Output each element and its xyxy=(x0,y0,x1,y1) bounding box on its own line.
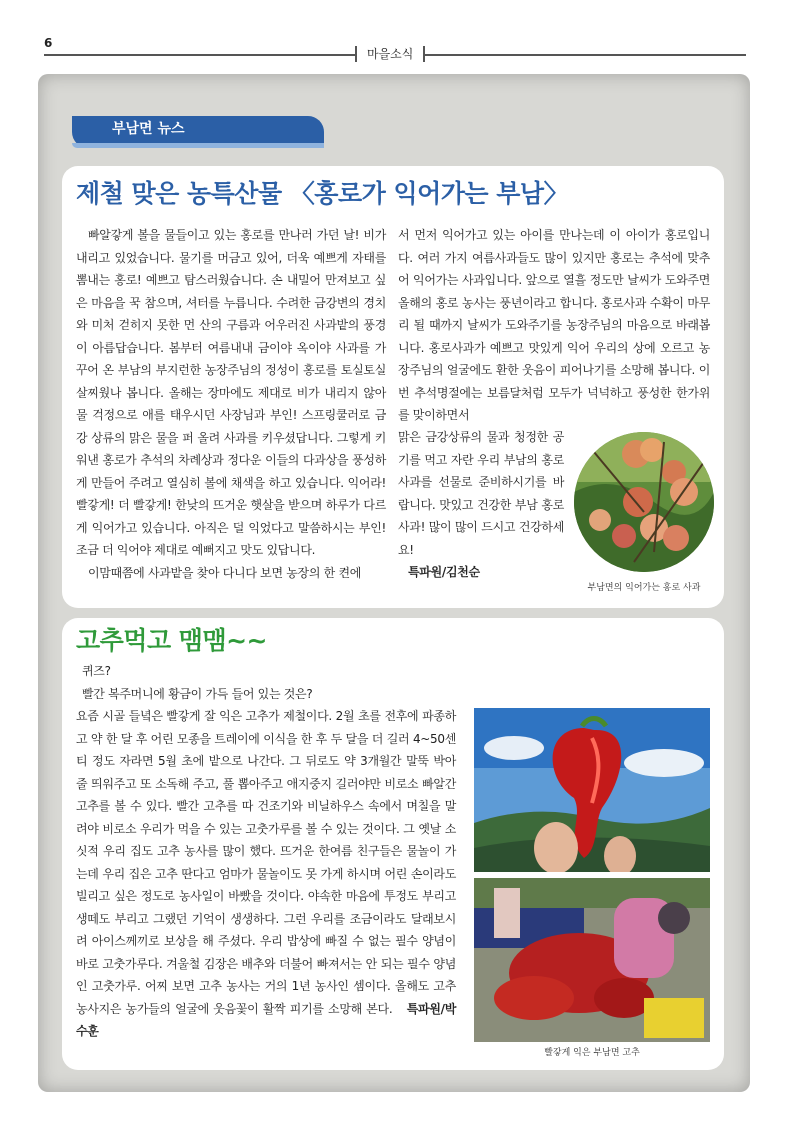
pepper-photo-harvest xyxy=(474,878,710,1042)
section-tag-label: 부남면 뉴스 xyxy=(112,121,185,137)
article2-paragraph: 요즘 시골 들녘은 빨갛게 잘 익은 고추가 제철이다. 2월 초를 전후에 파종하고 약 한 달 후 어린 모종을 트레이에 이식을 한 후 두 달을 더 길러 4~50센티 정도 자라면 5월 초에 밭으로 나간다. 그 뒤로도 약 3개월간 말뚝 박아 줄 띄워주고 또 소독해 주고, 풀 뽑아주고 애지중지 길러야만 비로소 빠알간 고추를 볼 수 있다. 빨간 고추를 따 건조기와 비닐하우스 속에서 며칠을 말려야 비로소 우리가 먹을 수 있는 고춧가루를 볼 수 있는 것이다. 그 옛날 소싯적 우리 집도 고추 농사를 많이 했다. 뜨거운 한여름 친구들은 물놀이 가는데 우리 집은 고추 딴다고 엄마가 물놀이도 못 가게 하시며 어린 손이라도 빌리고 싶은 정도로 농사일이 바빴을 것이다. 야속한 마음에 투정도 부리고 생떼도 부리고 그랬던 기억이 생생하다. 그런 우리를 조금이라도 달래보시려 아이스께끼로 보상을 해 주셨다. 우리 밥상에 빠질 수 없는 필수 양념이 바로 고춧가루다. 겨울철 김장은 배추와 더불어 빠져서는 안 되는 필수 양념인 고춧가루. 어찌 보면 고추 농사는 거의 1년 농사인 셈이다. 올해도 고추 농사지은 농가들의 얼굴에 웃음꽃이 활짝 피기를 소망해 본다. xyxy=(76,709,456,1016)
article1-column2 xyxy=(398,224,710,427)
pepper-photo-harvest-image xyxy=(474,878,710,1042)
article1-reporter-line xyxy=(398,561,564,584)
article2-title: 고추먹고 맴맴~~ xyxy=(76,626,267,655)
apple-photo-caption: 부남면의 익어가는 홍로 사과 xyxy=(587,583,701,593)
article2-body xyxy=(76,660,456,1043)
quiz-question: 빨간 복주머니에 황금이 가득 들어 있는 것은? xyxy=(82,686,313,701)
article2-reporter: 특파원/박수훈 xyxy=(76,1001,457,1038)
apple-photo xyxy=(574,432,714,572)
article1-title: 제철 맞은 농특산물 〈홍로가 익어가는 부남〉 xyxy=(76,179,569,208)
article1-paragraph: 서 먼저 익어가고 있는 아이를 만나는데 이 아이가 홍로입니다. 여러 가지 여름사과들도 많이 있지만 홍로는 추석에 맞추어 익어가는 사과입니다. 앞으로 열흘 정도만 날씨가 도와주면 올해의 홍로 농사는 풍년이라고 합니다. 홍로사과 수확이 마무리 될 때까지 날씨가 도와주기를 농장주님의 마음으로 바래봅니다. 홍로사과가 예쁘고 맛있게 익어 우리의 상에 오르고 농장주님의 얼굴에도 환한 웃음이 피어나기를 소망해 봅니다. 이번 추석명절에는 보름달처럼 모두가 넉넉하고 풍성한 한가위를 맞이하면서 xyxy=(398,228,710,422)
article1-column2-wrap xyxy=(398,426,564,584)
article1-paragraph: 이맘때쯤에 사과밭을 찾아 다니다 보면 농장의 한 켠에 xyxy=(88,565,362,580)
pepper-photo-hand-image xyxy=(474,708,710,872)
article1-column1 xyxy=(76,224,386,584)
article1-reporter: 특파원/김천순 xyxy=(408,565,480,579)
page-number: 6 xyxy=(44,36,53,50)
apple-photo-image xyxy=(574,432,714,572)
pepper-photo-hand xyxy=(474,708,710,872)
article1-paragraph: 맑은 금강상류의 물과 청정한 공기를 먹고 자란 우리 부남의 홍로사과를 선물로 준비하시기를 바랍니다. 맛있고 건강한 부남 홍로사과! 많이 많이 드시고 건강하세요! xyxy=(398,430,564,557)
section-title: 마을소식 xyxy=(355,46,425,62)
article1-paragraph: 빠알갛게 볼을 물들이고 있는 홍로를 만나러 가던 날! 비가 내리고 있었습니다. 물기를 머금고 있어, 더욱 예쁘게 자태를 뽐내는 홍로! 예쁘고 탐스러웠습니다. 손 내밀어 만져보고 싶은 마음을 꾹 참으며, 셔터를 누릅니다. 수려한 금강변의 경치와 미처 걷히지 못한 먼 산의 구름과 어우러진 사과밭의 풍경이 아름답습니다. 봄부터 여름내내 금이야 옥이야 사과를 가꾸어 온 부남의 부지런한 농장주님의 정성이 홍로를 토실토실 살찌웠나 봅니다. 올해는 장마에도 제대로 비가 내리지 않아 물 걱정으로 애를 태우시던 사장님과 부인! 스프링쿨러로 금강 상류의 맑은 물을 퍼 올려 사과를 키우셨답니다. 그렇게 키워낸 홍로가 추석의 차례상과 정다운 이들의 다과상을 풍성하게 만들어 주려고 열심히 볼에 채색을 하고 있습니다. 익어라! 빨갛게! 더 빨갛게! 한낮의 뜨거운 햇살을 받으며 하루가 다르게 익어가고 있습니다. 아직은 덜 익었다고 말씀하시는 부인! 조금 더 익어야 제대로 예뻐지고 맛도 있답니다. xyxy=(76,228,386,557)
quiz-label: 퀴즈? xyxy=(82,664,111,678)
pepper-photo-caption: 빨갛게 익은 부남면 고추 xyxy=(544,1048,640,1058)
section-tag xyxy=(72,116,324,148)
